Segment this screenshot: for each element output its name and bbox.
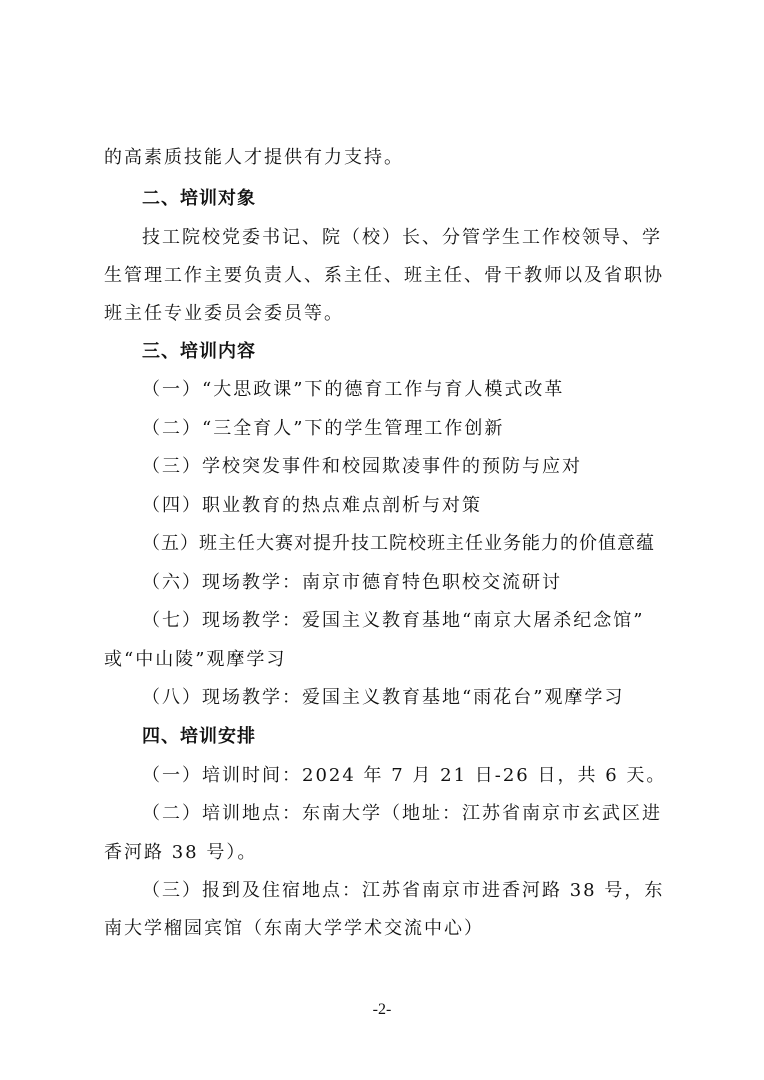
list-item: （七）现场教学：爱国主义教育基地“南京大屠杀纪念馆” — [142, 610, 645, 631]
list-item: （一）培训时间：2024 年 7 月 21 日-26 日，共 6 天。 — [142, 765, 667, 786]
paragraph-line: 生管理工作主要负责人、系主任、班主任、骨干教师以及省职协 — [104, 265, 664, 286]
list-item: （一）“大思政课”下的德育工作与育人模式改革 — [142, 379, 565, 400]
paragraph-line: 的高素质技能人才提供有力支持。 — [104, 147, 404, 168]
list-item: （二）“三全育人”下的学生管理工作创新 — [142, 418, 505, 439]
paragraph-line: 班主任专业委员会委员等。 — [104, 303, 344, 324]
page-number: -2- — [372, 1001, 392, 1018]
list-item: （四）职业教育的热点难点剖析与对策 — [142, 495, 482, 516]
list-item: （三）学校突发事件和校园欺凌事件的预防与应对 — [142, 456, 582, 477]
list-item-continuation: 南大学榴园宾馆（东南大学学术交流中心） — [104, 918, 484, 939]
list-item: （五）班主任大赛对提升技工院校班主任业务能力的价值意蕴 — [142, 533, 655, 554]
list-item: （二）培训地点：东南大学（地址：江苏省南京市玄武区进 — [142, 803, 662, 824]
list-item-continuation: 香河路 38 号）。 — [104, 842, 258, 863]
list-item: （八）现场教学：爱国主义教育基地“雨花台”观摩学习 — [142, 687, 625, 708]
paragraph-line: 技工院校党委书记、院（校）长、分管学生工作校领导、学 — [142, 227, 662, 248]
list-item: （六）现场教学：南京市德育特色职校交流研讨 — [142, 572, 562, 593]
section-heading: 三、培训内容 — [142, 341, 256, 362]
list-item-continuation: 或“中山陵”观摩学习 — [104, 649, 287, 670]
section-heading: 四、培训安排 — [142, 726, 256, 747]
section-heading: 二、培训对象 — [142, 188, 256, 209]
list-item: （三）报到及住宿地点：江苏省南京市进香河路 38 号，东 — [142, 880, 665, 901]
